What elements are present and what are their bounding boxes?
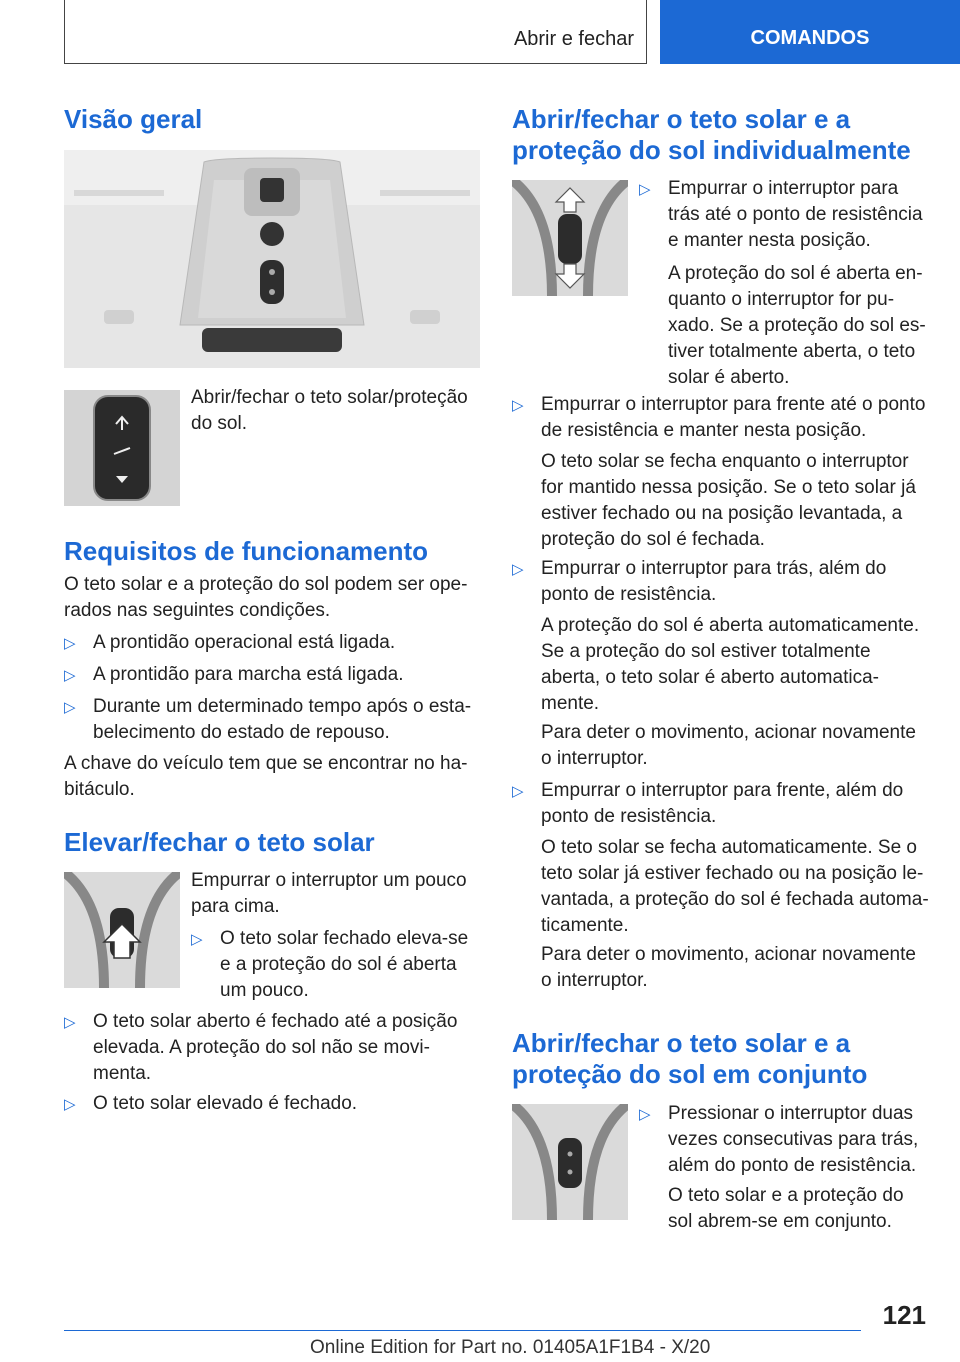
list-item: ▷ O teto solar elevado é fechado. — [64, 1091, 480, 1117]
list-item: ▷ O teto solar aberto é fechado até a posição elevada. A proteção do sol não se movimenta. — [64, 1011, 458, 1084]
list-item: ▷ Durante um determinado tempo após o estabelecimento do estado de repouso. — [64, 696, 472, 743]
ind-item2-detail: O teto solar se fecha enquanto o interruptor for mantido nessa posição. Se o teto solar já estiver fechado ou na posição levantada, a proteção do sol é fechada. — [541, 451, 916, 550]
list-item: ▷ O teto solar fechado eleva-se e a proteção do sol é aberta um pouco. — [191, 928, 469, 1001]
list-item: ▷ A prontidão operacional está ligada. — [64, 630, 480, 656]
list-item: ▷ Pressionar o interruptor duas vezes consecutivas para trás, além do ponto de resistência. — [639, 1103, 919, 1176]
overhead-console-image — [64, 150, 480, 368]
list-item: ▷ Empurrar o interruptor para frente, além do ponto de resistência. — [512, 780, 904, 827]
individual-heading: Abrir/fechar o teto solar e a proteção do sol individualmente — [512, 104, 911, 165]
ind-item4-detail: O teto solar se fecha automaticamente. Se o teto solar já estiver fechado ou na posição levantada, a proteção do sol é fechada automaticamente. — [541, 837, 929, 936]
bullet-triangle-icon: ▷ — [639, 1106, 651, 1123]
bullet-triangle-icon: ▷ — [64, 1014, 76, 1031]
bullet-triangle-icon: ▷ — [64, 1096, 76, 1113]
bullet-triangle-icon: ▷ — [512, 783, 524, 800]
list-item: ▷ Empurrar o interruptor para frente até o ponto de resistência e manter nesta posição. — [512, 394, 926, 441]
requirements-heading: Requisitos de funcionamento — [64, 536, 429, 566]
bullet-triangle-icon: ▷ — [191, 931, 203, 948]
switch-push-back-image — [512, 180, 628, 296]
chapter-tab[interactable]: COMANDOS — [660, 0, 960, 64]
list-item: ▷ Empurrar o interruptor para trás, além do ponto de resistência. — [512, 558, 887, 605]
switch-closeup-image — [64, 390, 180, 506]
page-number: 121 — [882, 1300, 926, 1330]
bullet-triangle-icon: ▷ — [64, 667, 76, 684]
ind-item1-detail: A proteção do sol é aberta enquanto o interruptor for puxado. Se a proteção do sol estiver totalmente aberta, o teto solar é aberto. — [668, 263, 926, 388]
switch-double-push-image — [512, 1104, 628, 1220]
raise-heading: Elevar/fechar o teto solar — [64, 827, 375, 857]
ind-item3-note: Para deter o movimento, acionar novamente o interruptor. — [541, 722, 916, 769]
bullet-triangle-icon: ▷ — [639, 181, 651, 198]
footer-edition: Online Edition for Part no. 01405A1F1B4 - X/20 — [310, 1337, 711, 1358]
list-item: ▷ A prontidão para marcha está ligada. — [64, 662, 480, 688]
ind-item4-note: Para deter o movimento, acionar novamente o interruptor. — [541, 944, 916, 991]
bullet-triangle-icon: ▷ — [512, 561, 524, 578]
ind-item3-detail: A proteção do sol é aberta automaticamente. Se a proteção do sol estiver totalmente aberta, o teto solar é aberto automaticamente. — [541, 615, 920, 714]
overview-heading: Visão geral — [64, 104, 203, 134]
bullet-triangle-icon: ▷ — [512, 397, 524, 414]
bullet-triangle-icon: ▷ — [64, 699, 76, 716]
switch-caption: Abrir/fechar o teto solar/proteção do sol. — [191, 387, 468, 434]
footer-divider — [64, 1330, 861, 1331]
list-item: ▷ Empurrar o interruptor para trás até o ponto de resistência e manter nesta posição. — [639, 178, 923, 251]
bullet-triangle-icon: ▷ — [64, 635, 76, 652]
section-title: Abrir e fechar — [513, 28, 634, 50]
requirements-intro: O teto solar e a proteção do sol podem ser operados nas seguintes condições. — [64, 574, 468, 621]
switch-push-up-image — [64, 872, 180, 988]
raise-intro: Empurrar o interruptor um pouco para cima. — [191, 870, 467, 917]
tog-item1-detail: O teto solar e a proteção do sol abrem-se em conjunto. — [668, 1185, 904, 1232]
together-heading: Abrir/fechar o teto solar e a proteção do sol em conjunto — [512, 1028, 868, 1089]
requirements-note: A chave do veículo tem que se encontrar no habitáculo. — [64, 753, 468, 800]
